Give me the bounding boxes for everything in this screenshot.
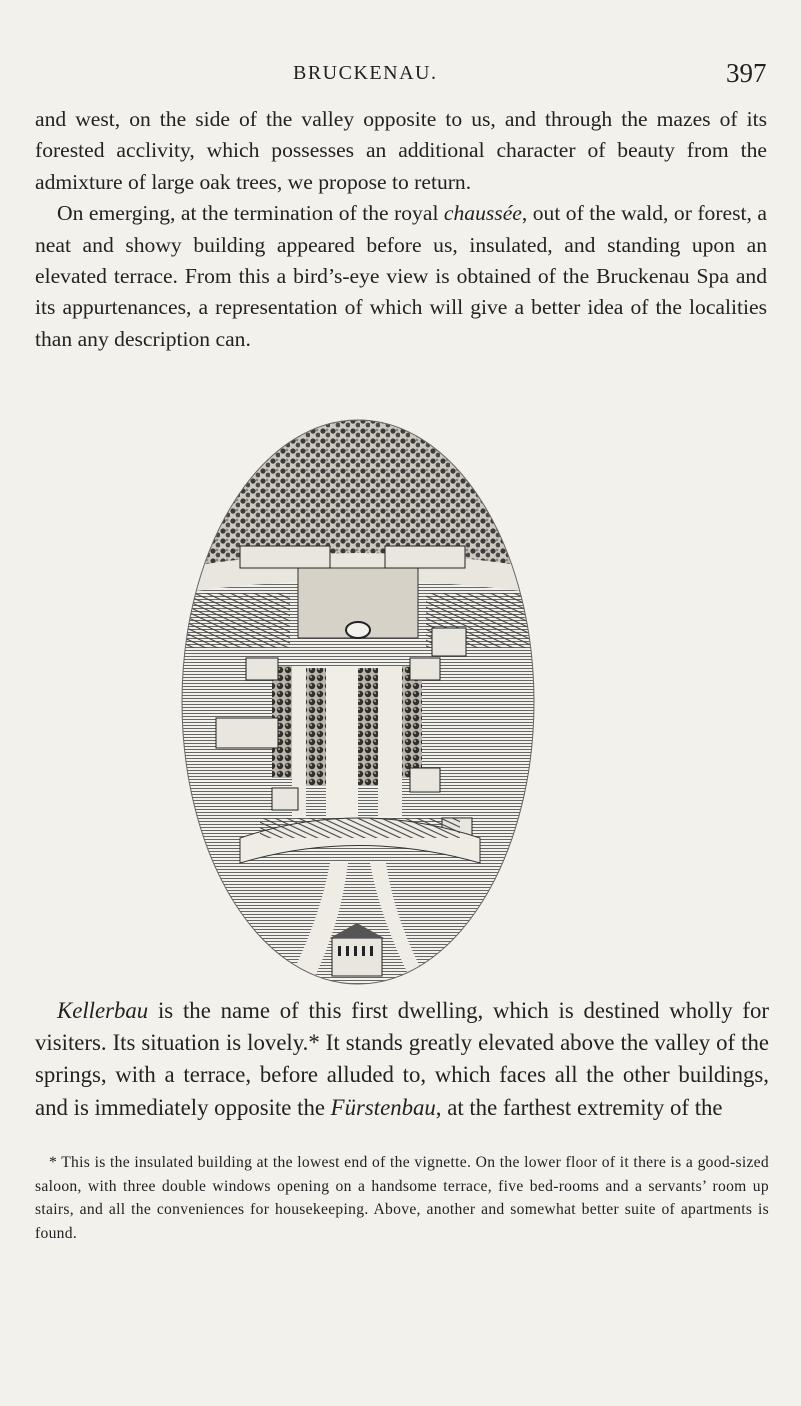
body-text-top (35, 104, 767, 355)
paragraph-2-text-b: , out of the wald, or forest, a neat and showy building appeared before us, insulated, and standing upon an elevated terrace. From this a bird’s-eye view is obtained of the Bruckenau Spa and its appurtenances, a representation of which will give a better idea of the localities than any description can. (35, 201, 767, 351)
footnote (35, 1151, 769, 1245)
paragraph-1: and west, on the side of the valley opposite to us, and through the mazes of its forested acclivity, which possesses an additional character of beauty from the admixture of large oak trees, we propose to return. (35, 107, 767, 194)
paragraph-2-text-a: On emerging, at the termination of the royal (57, 201, 444, 226)
paragraph-3-text-b: , at the farthest extremity of the (435, 1094, 723, 1120)
running-head-title: BRUCKENAU. (293, 62, 438, 84)
paragraph-3-italic: Kellerbau (57, 998, 149, 1023)
birds-eye-vignette (180, 418, 536, 986)
footnote-text: * This is the insulated building at the lowest end of the vignette. On the lower floor of it there is a good-sized saloon, with three double windows opening on a handsome terrace, five bed-rooms and a servants’ room up stairs, and all the conveniences for housekeeping. Above, another and somewhat better suite of apartments is found. (35, 1154, 769, 1242)
paragraph-3-italic-2: Fürstenbau (330, 1094, 436, 1120)
running-head (0, 58, 801, 92)
paragraph-2-italic: chaussée (443, 201, 522, 226)
paragraph-3-text-a: is the name of this first dwelling, which is destined wholly for visiters. Its situation is lovely.* It stands greatly elevated above the valley of the springs, with a terrace, before alluded to, which faces all the other buildings, and is immediately opposite the (35, 998, 769, 1120)
body-text-bottom (35, 995, 769, 1124)
paragraph-3 (35, 995, 769, 1124)
page-number: 397 (726, 58, 767, 88)
paragraph-2 (35, 198, 767, 355)
